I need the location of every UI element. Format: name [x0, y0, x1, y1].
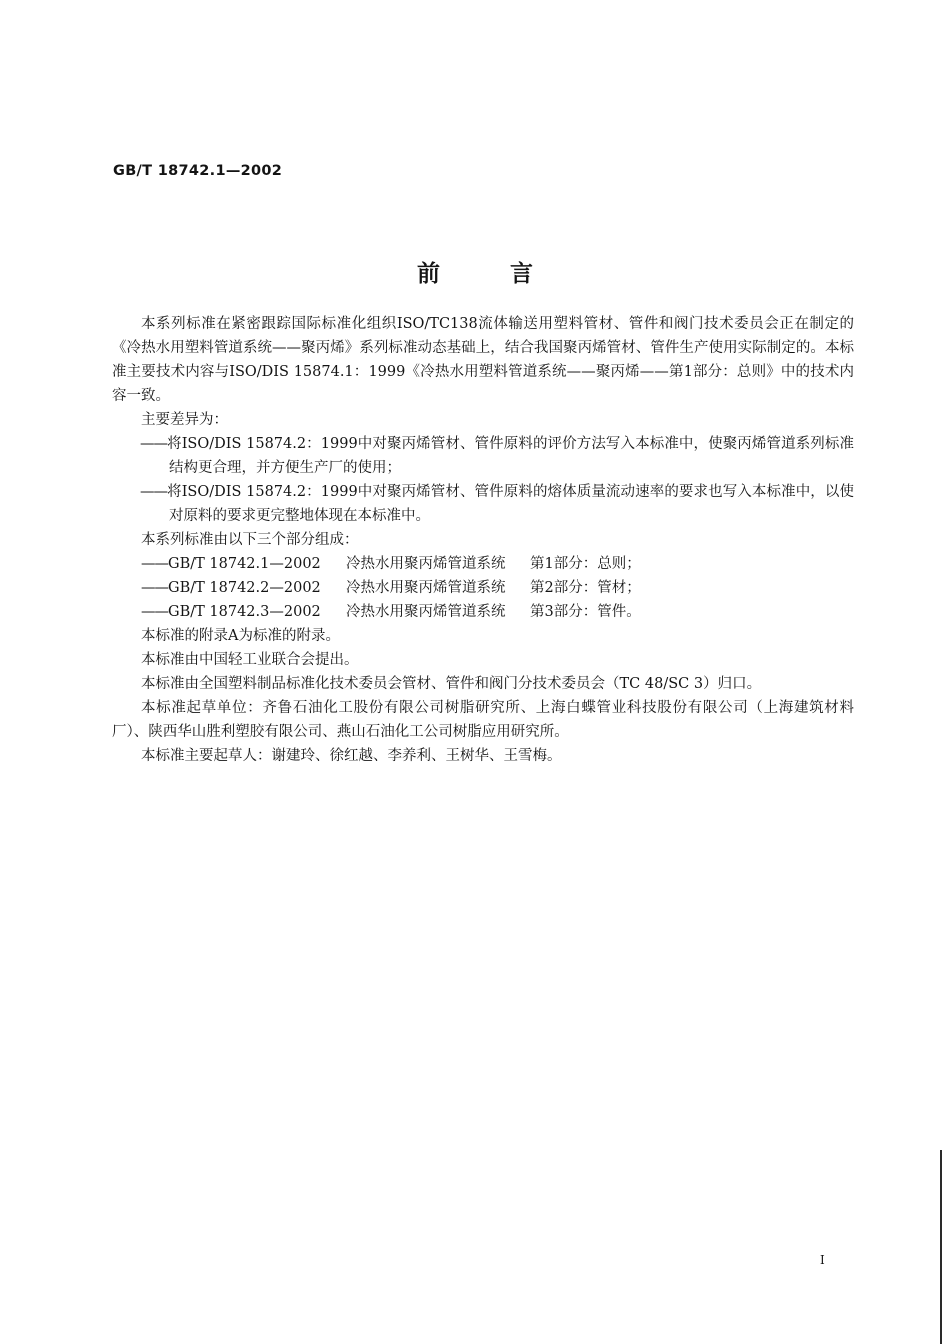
item-dash: —— [141, 604, 168, 620]
title-char-2: 言 [510, 261, 533, 287]
title-char-1: 前 [417, 261, 440, 287]
drafters-paragraph: 本标准主要起草人：谢建玲、徐红越、李养利、王树华、王雪梅。 [141, 748, 562, 764]
part-name: 第1部分：总则； [530, 556, 641, 572]
item-dash: —— [141, 580, 168, 596]
item-dash: —— [140, 484, 167, 500]
appendix-paragraph: 本标准的附录A为标准的附录。 [141, 628, 340, 644]
difference-text: 将ISO/DIS 15874.2：1999中对聚丙烯管材、管件原料的评价方法写入本标准中，使聚丙烯管道系列标准结构更合理，并方便生产厂的使用； [167, 436, 854, 476]
part-code: GB/T 18742.3—2002 [168, 604, 321, 620]
part-system: 冷热水用聚丙烯管道系统 [346, 556, 506, 572]
proposed-by-paragraph: 本标准由中国轻工业联合会提出。 [141, 652, 359, 668]
scan-edge-line [940, 1150, 942, 1344]
difference-item [112, 432, 854, 480]
part-name: 第3部分：管件。 [530, 604, 641, 620]
item-dash: —— [141, 556, 168, 572]
part-list-item [112, 552, 854, 576]
difference-item [112, 480, 854, 528]
page-number: I [820, 1253, 825, 1267]
page-title [0, 255, 950, 288]
differences-heading: 主要差异为： [141, 412, 228, 428]
part-code: GB/T 18742.2—2002 [168, 580, 321, 596]
part-list-item [112, 600, 854, 624]
foreword-body [112, 312, 854, 768]
part-code: GB/T 18742.1—2002 [168, 556, 321, 572]
parts-heading: 本系列标准由以下三个部分组成： [141, 532, 359, 548]
standard-code: GB/T 18742.1—2002 [113, 163, 283, 179]
intro-paragraph: 本系列标准在紧密跟踪国际标准化组织ISO/TC138流体输送用塑料管材、管件和阀门技术委员会正在制定的《冷热水用塑料管道系统——聚丙烯》系列标准动态基础上，结合我国聚丙烯管材、管件生产使用实际制定的。本标准主要技术内容与ISO/DIS 15874.1：1999《冷热水用塑料管道系统——聚丙烯——第1部分：总则》中的技术内容一致。 [112, 316, 854, 404]
part-system: 冷热水用聚丙烯管道系统 [346, 604, 506, 620]
part-name: 第2部分：管材； [530, 580, 641, 596]
centralized-by-paragraph: 本标准由全国塑料制品标准化技术委员会管材、管件和阀门分技术委员会（TC 48/SC 3）归口。 [141, 676, 762, 692]
item-dash: —— [140, 436, 167, 452]
part-system: 冷热水用聚丙烯管道系统 [346, 580, 506, 596]
difference-text: 将ISO/DIS 15874.2：1999中对聚丙烯管材、管件原料的熔体质量流动速率的要求也写入本标准中，以使对原料的要求更完整地体现在本标准中。 [167, 484, 854, 524]
drafting-units-paragraph: 本标准起草单位：齐鲁石油化工股份有限公司树脂研究所、上海白蝶管业科技股份有限公司（上海建筑材料厂）、陕西华山胜利塑胶有限公司、燕山石油化工公司树脂应用研究所。 [112, 700, 854, 740]
part-list-item [112, 576, 854, 600]
